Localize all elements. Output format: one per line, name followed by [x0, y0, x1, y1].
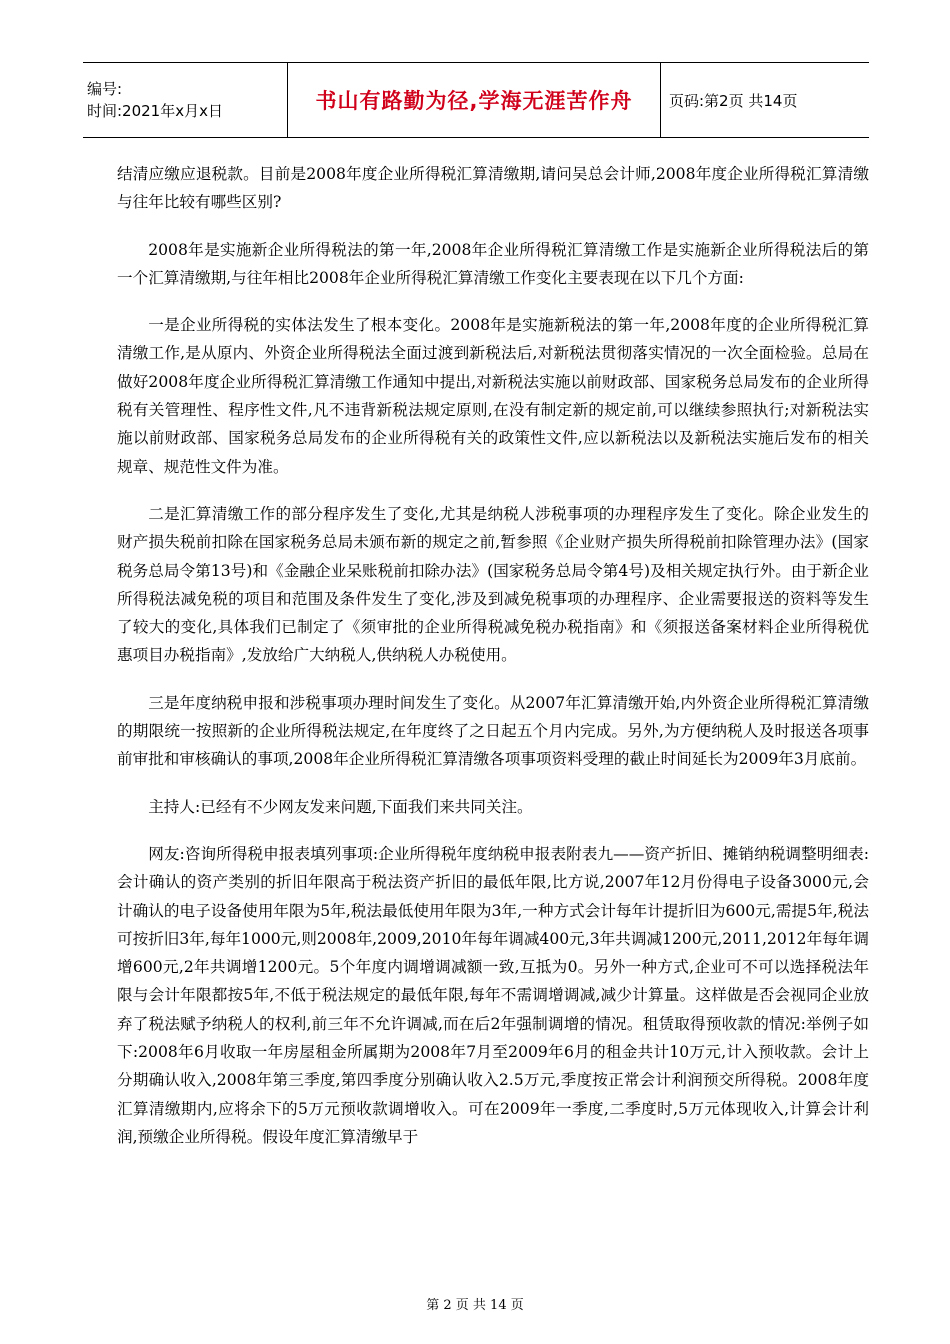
- document-body: [117, 160, 869, 1170]
- document-time-label: 时间:2021年x月x日: [87, 102, 223, 120]
- paragraph-1: 结清应缴应退税款。目前是2008年度企业所得税汇算清缴期,请问吴总会计师,2008年度企业所得税汇算清缴与往年比较有哪些区别?: [117, 165, 869, 212]
- header-motto: 书山有路勤为径,学海无涯苦作舟: [315, 89, 633, 113]
- paragraph-3: 一是企业所得税的实体法发生了根本变化。2008年是实施新税法的第一年,2008年度的企业所得税汇算清缴工作,是从原内、外资企业所得税法全面过渡到新税法后,对新税法贯彻落实情况的一次全面检验。总局在做好2008年度企业所得税汇算清缴工作通知中提出,对新税法实施以前财政部、国家税务总局发布的企业所得税有关管理性、程序性文件,凡不违背新税法规定原则,在没有制定新的规定前,可以继续参照执行;对新税法实施以前财政部、国家税务总局发布的企业所得税有关的政策性文件,应以新税法以及新税法实施后发布的相关规章、规范性文件为准。: [117, 316, 869, 476]
- paragraph-7: 网友:咨询所得税申报表填列事项:企业所得税年度纳税申报表附表九——资产折旧、摊销纳税调整明细表:会计确认的资产类别的折旧年限高于税法资产折旧的最低年限,比方说,2007年12月份得电子设备3000元,会计确认的电子设备使用年限为5年,税法最低使用年限为3年,一种方式会计每年计提折旧为600元,需提5年,税法可按折旧3年,每年1000元,则2008年,2009,2010年每年调减400元,3年共调减1200元,2011,2012年每年调增600元,2年共调增1200元。5个年度内调增调减额一致,互抵为0。另外一种方式,企业可不可以选择税法年限与会计年限都按5年,不低于税法规定的最低年限,每年不需调增调减,减少计算量。这样做是否会视同企业放弃了税法赋予纳税人的权利,前三年不允许调减,而在后2年强制调增的情况。租赁取得预收款的情况:举例子如下:2008年6月收取一年房屋租金所属期为2008年7月至2009年6月的租金共计10万元,计入预收款。会计上分期确认收入,2008年第三季度,第四季度分别确认收入2.5万元,季度按正常会计利润预交所得税。2008年度汇算清缴期内,应将余下的5万元预收款调增收入。可在2009年一季度,二季度时,5万元体现收入,计算会计利润,预缴企业所得税。假设年度汇算清缴早于: [117, 844, 869, 1146]
- paragraph-6: 主持人:已经有不少网友发来问题,下面我们来共同关注。: [148, 797, 533, 816]
- page-footer: 第 2 页 共 14 页: [426, 1298, 524, 1313]
- header-meta: [83, 63, 288, 137]
- header-motto-cell: [288, 63, 661, 137]
- paragraph-2: 2008年是实施新企业所得税法的第一年,2008年企业所得税汇算清缴工作是实施新企业所得税法后的第一个汇算清缴期,与往年相比2008年企业所得税汇算清缴工作变化主要表现在以下几个方面:: [117, 240, 869, 287]
- header-page-cell: [661, 63, 869, 137]
- header-page-info: 页码:第2页 共14页: [669, 91, 798, 110]
- page-header: [83, 62, 869, 138]
- paragraph-5: 三是年度纳税申报和涉税事项办理时间发生了变化。从2007年汇算清缴开始,内外资企业所得税汇算清缴的期限统一按照新的企业所得税法规定,在年度终了之日起五个月内完成。另外,为方便纳税人及时报送各项事前审批和审核确认的事项,2008年企业所得税汇算清缴各项事项资料受理的截止时间延长为2009年3月底前。: [117, 693, 869, 769]
- paragraph-4: 二是汇算清缴工作的部分程序发生了变化,尤其是纳税人涉税事项的办理程序发生了变化。除企业发生的财产损失税前扣除在国家税务总局未颁布新的规定之前,暂参照《企业财产损失所得税前扣除管理办法》(国家税务总局令第13号)和《金融企业呆账税前扣除办法》(国家税务总局令第4号)及相关规定执行外。由于新企业所得税法减免税的项目和范围及条件发生了变化,涉及到减免税事项的办理程序、企业需要报送的资料等发生了较大的变化,具体我们已制定了《须审批的企业所得税减免税办税指南》和《须报送备案材料企业所得税优惠项目办税指南》,发放给广大纳税人,供纳税人办税使用。: [117, 504, 869, 665]
- document-number-label: 编号:: [87, 80, 123, 98]
